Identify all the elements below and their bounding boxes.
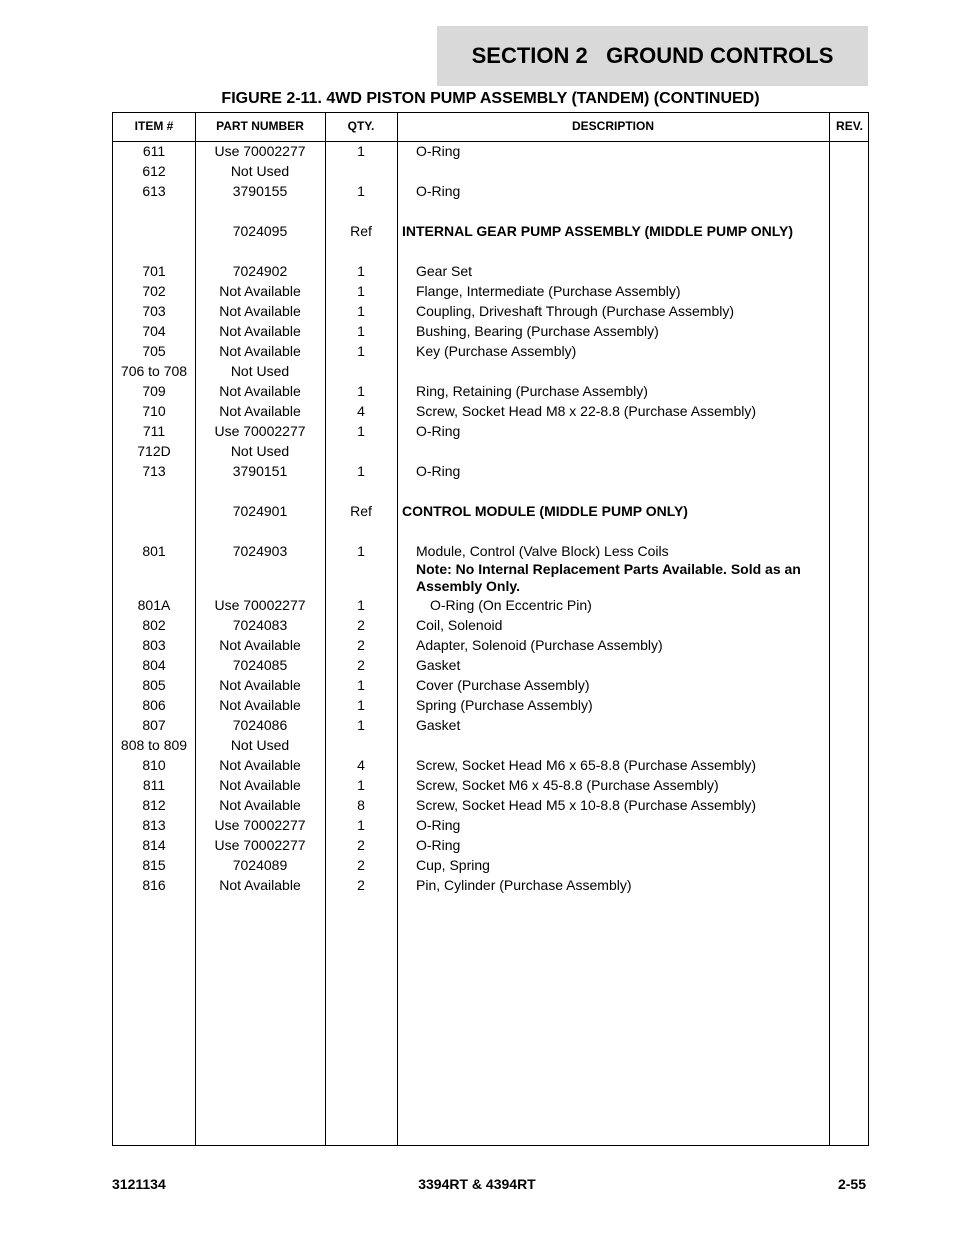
cell-item: 803 — [142, 637, 166, 653]
cell-item: 710 — [142, 403, 166, 419]
table-row — [113, 321, 868, 341]
table-row — [113, 441, 868, 461]
cell-qty: 1 — [357, 283, 365, 299]
cell-qty: 2 — [357, 617, 365, 633]
cell-item: 808 to 809 — [120, 737, 188, 753]
cell-part-number: Not Available — [219, 403, 301, 419]
cell-part-number: Use 70002277 — [214, 143, 306, 159]
table-row — [113, 855, 868, 875]
description-text: Spring (Purchase Assembly) — [416, 697, 593, 713]
cell-part-number: Not Available — [219, 797, 301, 813]
cell-qty: 8 — [357, 797, 365, 813]
cell-description — [397, 381, 829, 401]
cell-qty: 1 — [357, 183, 365, 199]
cell-part-number: 7024901 — [232, 503, 288, 519]
cell-qty: 1 — [357, 543, 365, 559]
cell-item: 810 — [142, 757, 166, 773]
cell-item: 811 — [142, 777, 166, 793]
cell-description — [397, 715, 829, 735]
figure-title: FIGURE 2-11. 4WD PISTON PUMP ASSEMBLY (TANDEM) (CONTINUED) — [221, 90, 760, 107]
col-header-part-number: PART NUMBER — [216, 119, 304, 133]
cell-description — [397, 615, 829, 635]
description-text: Screw, Socket Head M5 x 10-8.8 (Purchase Assembly) — [416, 797, 757, 813]
cell-item: 816 — [142, 877, 166, 893]
description-text: Screw, Socket Head M8 x 22-8.8 (Purchase Assembly) — [416, 403, 757, 419]
col-header-rev: REV. — [836, 119, 863, 133]
table-row — [113, 715, 868, 735]
cell-qty: 4 — [357, 757, 365, 773]
cell-qty: 1 — [357, 143, 365, 159]
cell-qty: 1 — [357, 323, 365, 339]
cell-part-number: 7024086 — [232, 717, 288, 733]
cell-item: 709 — [142, 383, 166, 399]
description-text: Gasket — [416, 657, 461, 673]
cell-qty: 2 — [357, 657, 365, 673]
cell-part-number: Not Available — [219, 323, 301, 339]
cell-description — [397, 321, 829, 341]
cell-qty — [325, 441, 397, 461]
description-text: Gasket — [416, 717, 461, 733]
col-header-description: DESCRIPTION — [571, 119, 654, 133]
cell-part-number: Not Used — [230, 363, 290, 379]
cell-part-number: Use 70002277 — [214, 423, 306, 439]
cell-item: 804 — [142, 657, 166, 673]
cell-description — [397, 875, 829, 895]
table-row — [113, 141, 868, 161]
cell-part-number: Not Available — [219, 677, 301, 693]
cell-description — [397, 735, 829, 755]
cell-description — [397, 675, 829, 695]
description-text: Module, Control (Valve Block) Less Coils — [416, 543, 669, 559]
description-text: O-Ring — [416, 837, 461, 853]
cell-item: 815 — [142, 857, 166, 873]
cell-part-number: Use 70002277 — [214, 597, 306, 613]
description-text: O-Ring — [416, 817, 461, 833]
assembly-heading — [397, 221, 829, 241]
cell-part-number: Not Available — [219, 697, 301, 713]
cell-part-number: Not Available — [219, 637, 301, 653]
cell-description — [397, 635, 829, 655]
description-text: Ring, Retaining (Purchase Assembly) — [416, 383, 648, 399]
cell-qty: 1 — [357, 303, 365, 319]
table-row — [113, 181, 868, 201]
table-row — [113, 735, 868, 755]
table-row — [113, 301, 868, 321]
table-row — [113, 615, 868, 635]
cell-qty: 1 — [357, 697, 365, 713]
cell-qty: 1 — [357, 717, 365, 733]
section-header — [437, 26, 868, 86]
cell-qty: 1 — [357, 383, 365, 399]
cell-part-number: Not Used — [230, 737, 290, 753]
table-row — [113, 381, 868, 401]
cell-qty: Ref — [350, 503, 372, 519]
cell-item: 613 — [142, 183, 166, 199]
cell-qty: 1 — [357, 423, 365, 439]
cell-description — [397, 695, 829, 715]
table-row — [113, 341, 868, 361]
section-title: GROUND CONTROLS — [606, 43, 834, 68]
cell-item: 612 — [142, 163, 166, 179]
cell-item: 807 — [142, 717, 166, 733]
table-row — [113, 595, 868, 615]
cell-qty: 1 — [357, 817, 365, 833]
parts-table — [112, 112, 869, 1146]
cell-description — [397, 775, 829, 795]
table-row — [113, 815, 868, 835]
description-text: Key (Purchase Assembly) — [416, 343, 577, 359]
cell-part-number: Not Available — [219, 383, 301, 399]
description-text: Adapter, Solenoid (Purchase Assembly) — [416, 637, 663, 653]
description-text: O-Ring (On Eccentric Pin) — [430, 597, 592, 613]
cell-item: 812 — [142, 797, 166, 813]
table-row — [113, 875, 868, 895]
description-text: Cover (Purchase Assembly) — [416, 677, 590, 693]
cell-part-number: 3790151 — [232, 463, 288, 479]
cell-qty: 1 — [357, 343, 365, 359]
cell-description — [397, 401, 829, 421]
cell-item: 701 — [142, 263, 166, 279]
footer-models: 3394RT & 4394RT — [418, 1176, 536, 1192]
col-header-qty: QTY. — [347, 119, 375, 133]
cell-qty: 4 — [357, 403, 365, 419]
cell-description — [397, 261, 829, 281]
table-row — [113, 501, 868, 521]
cell-qty — [325, 161, 397, 181]
cell-part-number: 3790155 — [232, 183, 288, 199]
cell-part-number: 7024095 — [232, 223, 288, 239]
cell-qty — [325, 361, 397, 381]
cell-description — [397, 181, 829, 201]
footer-doc-number: 3121134 — [112, 1176, 166, 1192]
cell-part-number: Not Available — [219, 877, 301, 893]
cell-item: 806 — [142, 697, 166, 713]
cell-description — [397, 301, 829, 321]
cell-qty: 1 — [357, 597, 365, 613]
cell-qty: 1 — [357, 677, 365, 693]
cell-item — [113, 221, 195, 241]
description-text: Screw, Socket M6 x 45-8.8 (Purchase Assembly) — [416, 777, 719, 793]
table-header — [113, 113, 868, 142]
cell-item — [113, 501, 195, 521]
description-text: Coil, Solenoid — [416, 617, 503, 633]
col-header-item: ITEM # — [134, 119, 174, 133]
table-body — [113, 141, 868, 895]
cell-part-number: 7024903 — [232, 543, 288, 559]
assembly-heading — [397, 501, 829, 521]
cell-description — [397, 361, 829, 381]
cell-item: 801 — [142, 543, 166, 559]
table-row — [113, 281, 868, 301]
cell-description — [397, 161, 829, 181]
cell-item: 805 — [142, 677, 166, 693]
cell-qty: 1 — [357, 263, 365, 279]
table-row — [113, 221, 868, 241]
cell-description — [397, 141, 829, 161]
table-row — [113, 421, 868, 441]
cell-description — [397, 795, 829, 815]
description-text: O-Ring — [416, 143, 461, 159]
cell-description — [397, 755, 829, 775]
cell-qty: Ref — [350, 223, 372, 239]
cell-description — [397, 421, 829, 441]
cell-part-number: Not Available — [219, 343, 301, 359]
table-row — [113, 261, 868, 281]
cell-part-number: 7024083 — [232, 617, 288, 633]
cell-qty: 2 — [357, 877, 365, 893]
cell-item: 702 — [142, 283, 166, 299]
cell-item: 801A — [137, 597, 171, 613]
table-row — [113, 161, 868, 181]
cell-qty: 1 — [357, 777, 365, 793]
cell-part-number: Not Available — [219, 757, 301, 773]
cell-description — [397, 595, 829, 615]
table-row — [113, 461, 868, 481]
cell-description — [397, 655, 829, 675]
cell-item: 713 — [142, 463, 166, 479]
cell-item: 711 — [142, 423, 166, 439]
cell-item: 704 — [142, 323, 166, 339]
description-text: CONTROL MODULE (MIDDLE PUMP ONLY) — [402, 503, 688, 519]
description-text: Coupling, Driveshaft Through (Purchase Assembly) — [416, 303, 735, 319]
description-text: Bushing, Bearing (Purchase Assembly) — [416, 323, 659, 339]
cell-item: 813 — [142, 817, 166, 833]
cell-part-number: Not Available — [219, 777, 301, 793]
table-row — [113, 675, 868, 695]
cell-part-number: 7024902 — [232, 263, 288, 279]
cell-part-number: Not Available — [219, 303, 301, 319]
cell-description — [397, 441, 829, 461]
description-text: Gear Set — [416, 263, 473, 279]
section-number: SECTION 2 — [471, 43, 588, 68]
table-row — [113, 655, 868, 675]
cell-part-number: Use 70002277 — [214, 837, 306, 853]
table-row — [113, 401, 868, 421]
cell-part-number: Not Used — [230, 443, 290, 459]
table-row — [113, 635, 868, 655]
cell-part-number: Not Available — [219, 283, 301, 299]
description-text: O-Ring — [416, 463, 461, 479]
description-note: Note: No Internal Replacement Parts Available. Sold as an Assembly Only. — [416, 561, 801, 594]
cell-description — [397, 815, 829, 835]
description-text: Cup, Spring — [416, 857, 490, 873]
cell-part-number: Use 70002277 — [214, 817, 306, 833]
table-row — [113, 775, 868, 795]
table-row — [113, 795, 868, 815]
cell-qty: 2 — [357, 637, 365, 653]
description-text: O-Ring — [416, 183, 461, 199]
table-row — [113, 541, 868, 595]
cell-qty — [325, 735, 397, 755]
cell-qty: 1 — [357, 463, 365, 479]
cell-part-number: 7024089 — [232, 857, 288, 873]
cell-item: 703 — [142, 303, 166, 319]
cell-item: 814 — [142, 837, 166, 853]
cell-qty: 2 — [357, 857, 365, 873]
cell-description — [397, 461, 829, 481]
table-row — [113, 755, 868, 775]
cell-description — [397, 541, 829, 595]
cell-item: 706 to 708 — [120, 363, 188, 379]
cell-item: 712D — [137, 443, 171, 459]
description-text: Screw, Socket Head M6 x 65-8.8 (Purchase Assembly) — [416, 757, 757, 773]
cell-qty: 2 — [357, 837, 365, 853]
table-row — [113, 835, 868, 855]
description-text: O-Ring — [416, 423, 461, 439]
cell-item: 802 — [142, 617, 166, 633]
description-text: INTERNAL GEAR PUMP ASSEMBLY (MIDDLE PUMP ONLY) — [402, 223, 794, 239]
cell-description — [397, 835, 829, 855]
cell-description — [397, 281, 829, 301]
description-text: Pin, Cylinder (Purchase Assembly) — [416, 877, 632, 893]
cell-item: 705 — [142, 343, 166, 359]
table-row — [113, 695, 868, 715]
footer-page-number: 2-55 — [837, 1176, 866, 1192]
description-text: Flange, Intermediate (Purchase Assembly) — [416, 283, 681, 299]
cell-part-number: 7024085 — [232, 657, 288, 673]
cell-description — [397, 855, 829, 875]
cell-item: 611 — [142, 143, 166, 159]
cell-description — [397, 341, 829, 361]
table-row — [113, 361, 868, 381]
cell-part-number: Not Used — [230, 163, 290, 179]
